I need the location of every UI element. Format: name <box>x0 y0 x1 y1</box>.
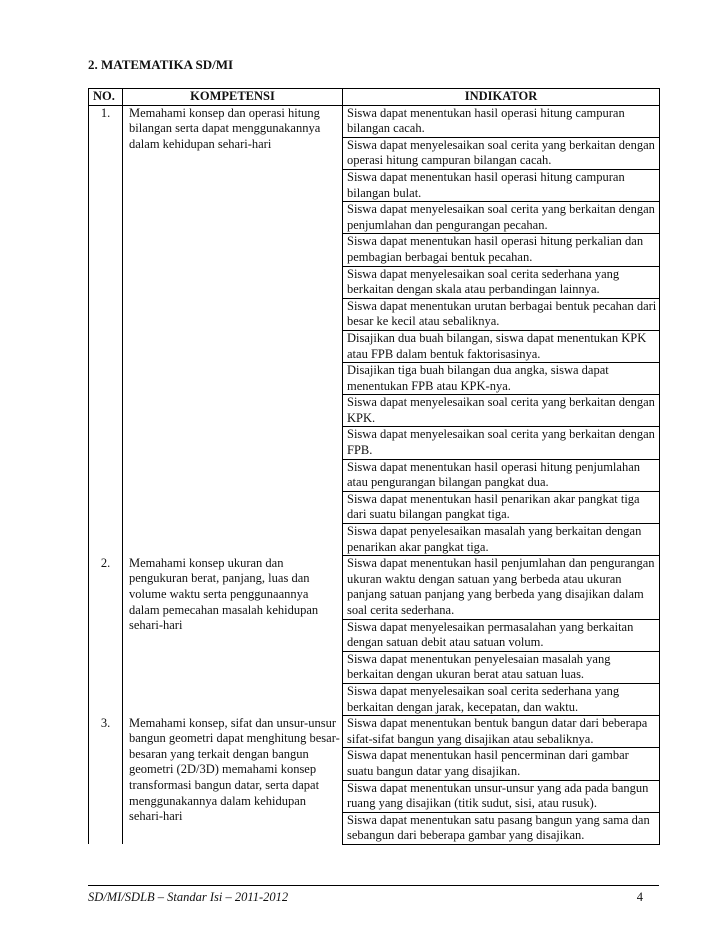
indikator-cell: Siswa dapat menentukan hasil operasi hitung campuran bilangan bulat. <box>343 169 660 201</box>
section-title: 2. MATEMATIKA SD/MI <box>88 57 234 72</box>
row-number: 1. <box>89 105 123 556</box>
page-footer <box>88 885 659 905</box>
header-indikator: INDIKATOR <box>343 89 660 106</box>
footer-document-title: SD/MI/SDLB – Standar Isi – 2011-2012 <box>88 890 289 904</box>
indikator-cell: Siswa dapat menyelesaikan soal cerita yang berkaitan dengan FPB. <box>343 427 660 459</box>
indikator-cell: Siswa dapat menentukan hasil operasi hitung penjumlahan atau pengurangan bilangan pangkat dua. <box>343 459 660 491</box>
indikator-cell: Siswa dapat menentukan hasil penjumlahan dan pengurangan ukuran waktu dengan satuan yang berbeda atau ukuran panjang satuan panjang yang berbeda yang disajikan dalam soal cerita sederhana. <box>343 556 660 619</box>
table-row <box>89 556 660 619</box>
indikator-cell: Siswa dapat menentukan hasil pencerminan dari gambar suatu bangun datar yang disajikan. <box>343 748 660 780</box>
indikator-cell: Siswa dapat menyelesaikan soal cerita yang berkaitan dengan penjumlahan dan pengurangan pecahan. <box>343 202 660 234</box>
indikator-cell: Siswa dapat menentukan hasil penarikan akar pangkat tiga dari suatu bilangan pangkat tiga. <box>343 491 660 523</box>
indikator-cell: Siswa dapat menyelesaikan soal cerita sederhana yang berkaitan dengan skala atau perbandingan lainnya. <box>343 266 660 298</box>
indikator-cell: Disajikan tiga buah bilangan dua angka, siswa dapat menentukan FPB atau KPK-nya. <box>343 363 660 395</box>
header-kompetensi: KOMPETENSI <box>123 89 343 106</box>
table-header-row <box>89 89 660 106</box>
indikator-cell: Siswa dapat menentukan urutan berbagai bentuk pecahan dari besar ke kecil atau sebaliknya. <box>343 298 660 330</box>
indikator-cell: Disajikan dua buah bilangan, siswa dapat menentukan KPK atau FPB dalam bentuk faktorisasinya. <box>343 330 660 362</box>
indikator-cell: Siswa dapat menentukan hasil operasi hitung perkalian dan pembagian berbagai bentuk pecahan. <box>343 234 660 266</box>
indikator-cell: Siswa dapat menentukan satu pasang bangun yang sama dan sebangun dari beberapa gambar yang disajikan. <box>343 812 660 844</box>
indikator-cell: Siswa dapat menentukan bentuk bangun datar dari beberapa sifat-sifat bangun yang disajikan atau sebaliknya. <box>343 716 660 748</box>
row-number: 2. <box>89 556 123 716</box>
table-row <box>89 716 660 748</box>
kompetensi-cell: Memahami konsep dan operasi hitung bilangan serta dapat menggunakannya dalam kehidupan sehari-hari <box>123 105 343 556</box>
indikator-cell: Siswa dapat penyelesaikan masalah yang berkaitan dengan penarikan akar pangkat tiga. <box>343 524 660 556</box>
kompetensi-cell: Memahami konsep ukuran dan pengukuran berat, panjang, luas dan volume waktu serta penggunaannya dalam pemecahan masalah kehidupan sehari-hari <box>123 556 343 716</box>
row-number: 3. <box>89 716 123 845</box>
indikator-cell: Siswa dapat menyelesaikan soal cerita sederhana yang berkaitan dengan jarak, kecepatan, dan waktu. <box>343 683 660 715</box>
indikator-cell: Siswa dapat menentukan hasil operasi hitung campuran bilangan cacah. <box>343 105 660 137</box>
indikator-cell: Siswa dapat menyelesaikan soal cerita yang berkaitan dengan KPK. <box>343 395 660 427</box>
competency-table <box>88 88 660 845</box>
table-row <box>89 105 660 137</box>
indikator-cell: Siswa dapat menyelesaikan soal cerita yang berkaitan dengan operasi hitung campuran bilangan cacah. <box>343 137 660 169</box>
header-no: NO. <box>89 89 123 106</box>
kompetensi-cell: Memahami konsep, sifat dan unsur-unsur bangun geometri dapat menghitung besar-besaran yang terkait dengan bangun geometri (2D/3D) memahami konsep transformasi bangun datar, serta dapat menggunakannya dalam kehidupan sehari-hari <box>123 716 343 845</box>
indikator-cell: Siswa dapat menentukan penyelesaian masalah yang berkaitan dengan ukuran berat atau satuan luas. <box>343 651 660 683</box>
indikator-cell: Siswa dapat menentukan unsur-unsur yang ada pada bangun ruang yang disajikan (titik sudut, sisi, atau rusuk). <box>343 780 660 812</box>
page-number: 4 <box>636 890 643 904</box>
indikator-cell: Siswa dapat menyelesaikan permasalahan yang berkaitan dengan satuan debit atau satuan volum. <box>343 619 660 651</box>
